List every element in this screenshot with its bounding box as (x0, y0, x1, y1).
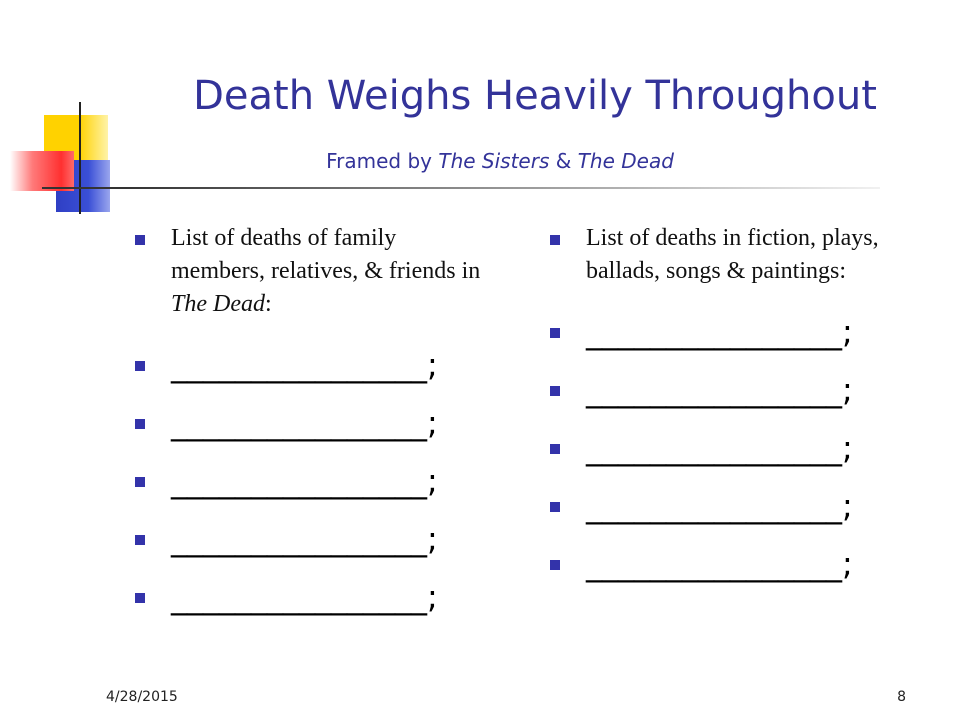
left-column (135, 222, 495, 619)
bullet-icon (135, 477, 145, 487)
blank-line: ________________; (171, 462, 438, 500)
bullet-icon (135, 535, 145, 545)
right-heading-item (550, 222, 900, 288)
subtitle-work-2: The Dead (577, 149, 674, 173)
bullet-icon (135, 235, 145, 245)
bullet-icon (550, 560, 560, 570)
bullet-icon (135, 419, 145, 429)
decor-vertical-line (79, 102, 81, 214)
subtitle-joiner: & (549, 149, 578, 173)
bullet-icon (550, 444, 560, 454)
right-blank-1 (550, 310, 900, 354)
left-heading-text (171, 225, 480, 317)
blank-line: ________________; (586, 313, 853, 351)
left-heading-work: The Dead (171, 291, 265, 317)
subtitle-prefix: Framed by (326, 149, 439, 173)
subtitle-work-1: The Sisters (438, 149, 550, 173)
blank-line: ________________; (171, 404, 438, 442)
blank-line: ________________; (171, 578, 438, 616)
decor-red-bar (10, 151, 74, 191)
right-blank-5 (550, 542, 900, 586)
right-blank-3 (550, 426, 900, 470)
blank-line: ________________; (586, 487, 853, 525)
right-blank-4 (550, 484, 900, 528)
blank-line: ________________; (586, 371, 853, 409)
left-blank-2 (135, 401, 495, 445)
slide-title: Death Weighs Heavily Throughout (193, 73, 877, 119)
left-heading-suffix: : (264, 291, 272, 317)
blank-line: ________________; (586, 429, 853, 467)
left-heading-item (135, 222, 495, 321)
right-blank-2 (550, 368, 900, 412)
footer-page-number: 8 (897, 689, 906, 705)
right-column (550, 222, 900, 586)
right-heading-text: List of deaths in fiction, plays, ballads, songs & paintings: (586, 225, 879, 284)
blank-line: ________________; (586, 545, 853, 583)
bullet-icon (135, 593, 145, 603)
title-divider-line (42, 187, 880, 189)
left-heading-main: List of deaths of family members, relatives, & friends in (171, 225, 481, 284)
blank-line: ________________; (171, 520, 438, 558)
left-blank-1 (135, 343, 495, 387)
blank-line: ________________; (171, 346, 438, 384)
left-blank-3 (135, 459, 495, 503)
bullet-icon (550, 328, 560, 338)
left-blank-5 (135, 575, 495, 619)
bullet-icon (135, 361, 145, 371)
bullet-icon (550, 502, 560, 512)
footer-date: 4/28/2015 (106, 689, 178, 705)
bullet-icon (550, 386, 560, 396)
bullet-icon (550, 235, 560, 245)
slide-subtitle (150, 147, 850, 175)
left-blank-4 (135, 517, 495, 561)
